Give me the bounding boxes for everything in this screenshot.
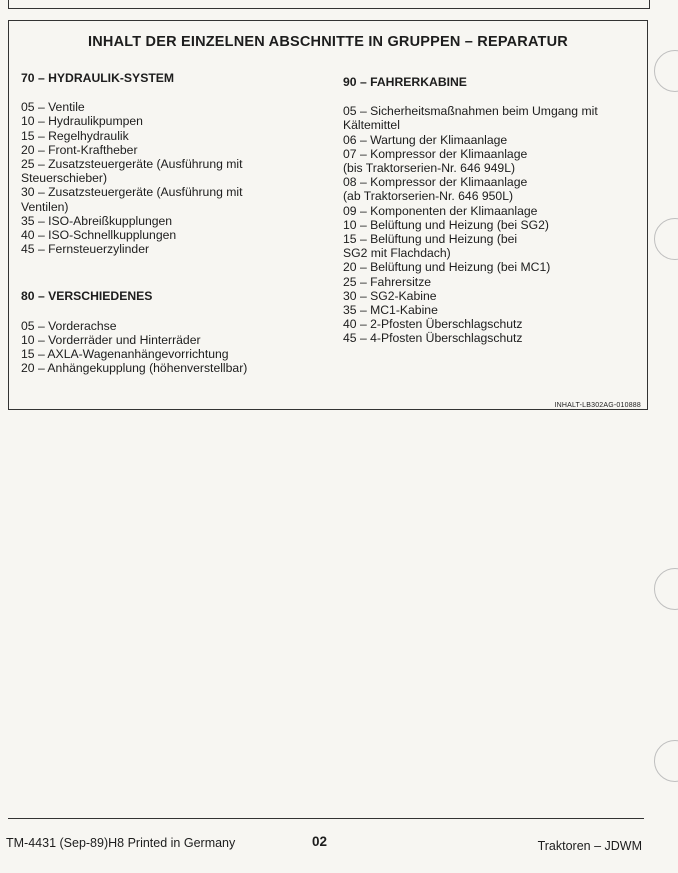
list-item: 10 – Belüftung und Heizung (bei SG2)	[343, 217, 549, 232]
list-item: (ab Traktorserien-Nr. 646 950L)	[343, 189, 514, 204]
list-item: 15 – Belüftung und Heizung (bei	[343, 232, 518, 247]
document-id: INHALT-LB302AG-010888	[554, 402, 641, 409]
list-item: (bis Traktorserien-Nr. 646 949L)	[343, 161, 516, 176]
list-item: 10 – Vorderräder und Hinterräder	[21, 332, 201, 347]
list-item: 05 – Vorderachse	[21, 318, 117, 333]
right-column	[343, 75, 633, 346]
binder-hole	[654, 218, 678, 260]
list-item: Ventilen)	[21, 199, 69, 214]
list-item: 30 – Zusatzsteuergeräte (Ausführung mit	[21, 185, 243, 200]
page-number: 02	[312, 834, 328, 849]
footer-manual-info: TM-4431 (Sep-89)H8 Printed in Germany	[6, 836, 236, 850]
list-item: 20 – Front-Kraftheber	[21, 142, 138, 157]
list-item: 35 – MC1-Kabine	[343, 303, 438, 318]
section-heading-90: 90 – FAHRERKABINE	[343, 75, 467, 89]
list-item: 15 – AXLA-Wagenanhängevorrichtung	[21, 347, 229, 362]
left-column	[21, 71, 321, 375]
list-item: 06 – Wartung der Klimaanlage	[343, 132, 508, 147]
binder-hole	[654, 50, 678, 92]
section-list-70	[21, 100, 321, 256]
list-item: 25 – Fahrersitze	[343, 274, 432, 289]
list-item: 35 – ISO-Abreißkupplungen	[21, 213, 173, 228]
footer-rule	[8, 818, 644, 819]
section-gap	[21, 256, 321, 289]
list-item: 09 – Komponenten der Klimaanlage	[343, 203, 538, 218]
list-item: 20 – Belüftung und Heizung (bei MC1)	[343, 260, 551, 275]
list-item: 10 – Hydraulikpumpen	[21, 114, 143, 129]
list-item: 15 – Regelhydraulik	[21, 128, 129, 143]
top-frame	[8, 0, 650, 9]
list-item: 07 – Kompressor der Klimaanlage	[343, 146, 528, 161]
section-heading-80: 80 – VERSCHIEDENES	[21, 289, 153, 304]
list-item: 08 – Kompressor der Klimaanlage	[343, 175, 528, 190]
list-item: 20 – Anhängekupplung (höhenverstellbar)	[21, 361, 248, 376]
list-item: 40 – ISO-Schnellkupplungen	[21, 228, 177, 243]
list-item: 30 – SG2-Kabine	[343, 288, 437, 303]
binder-hole	[654, 568, 678, 610]
list-item: Steuerschieber)	[21, 171, 108, 186]
section-list-80	[21, 319, 321, 376]
page-title: INHALT DER EINZELNEN ABSCHNITTE IN GRUPPEN – REPARATUR	[88, 34, 568, 50]
list-item: SG2 mit Flachdach)	[343, 246, 451, 261]
list-item: 45 – Fernsteuerzylinder	[21, 242, 150, 257]
list-item: 05 – Ventile	[21, 100, 85, 115]
section-list-90	[343, 104, 633, 345]
list-item: 25 – Zusatzsteuergeräte (Ausführung mit	[21, 157, 243, 172]
list-item: Kältemittel	[343, 118, 400, 133]
contents-box	[8, 20, 648, 410]
list-item: 05 – Sicherheitsmaßnahmen beim Umgang mit	[343, 104, 598, 119]
list-item: 40 – 2-Pfosten Überschlagschutz	[343, 317, 523, 332]
binder-hole	[654, 740, 678, 782]
footer-product: Traktoren – JDWM	[537, 839, 642, 853]
list-item: 45 – 4-Pfosten Überschlagschutz	[343, 331, 523, 346]
section-heading-70: 70 – HYDRAULIK-SYSTEM	[21, 71, 175, 85]
